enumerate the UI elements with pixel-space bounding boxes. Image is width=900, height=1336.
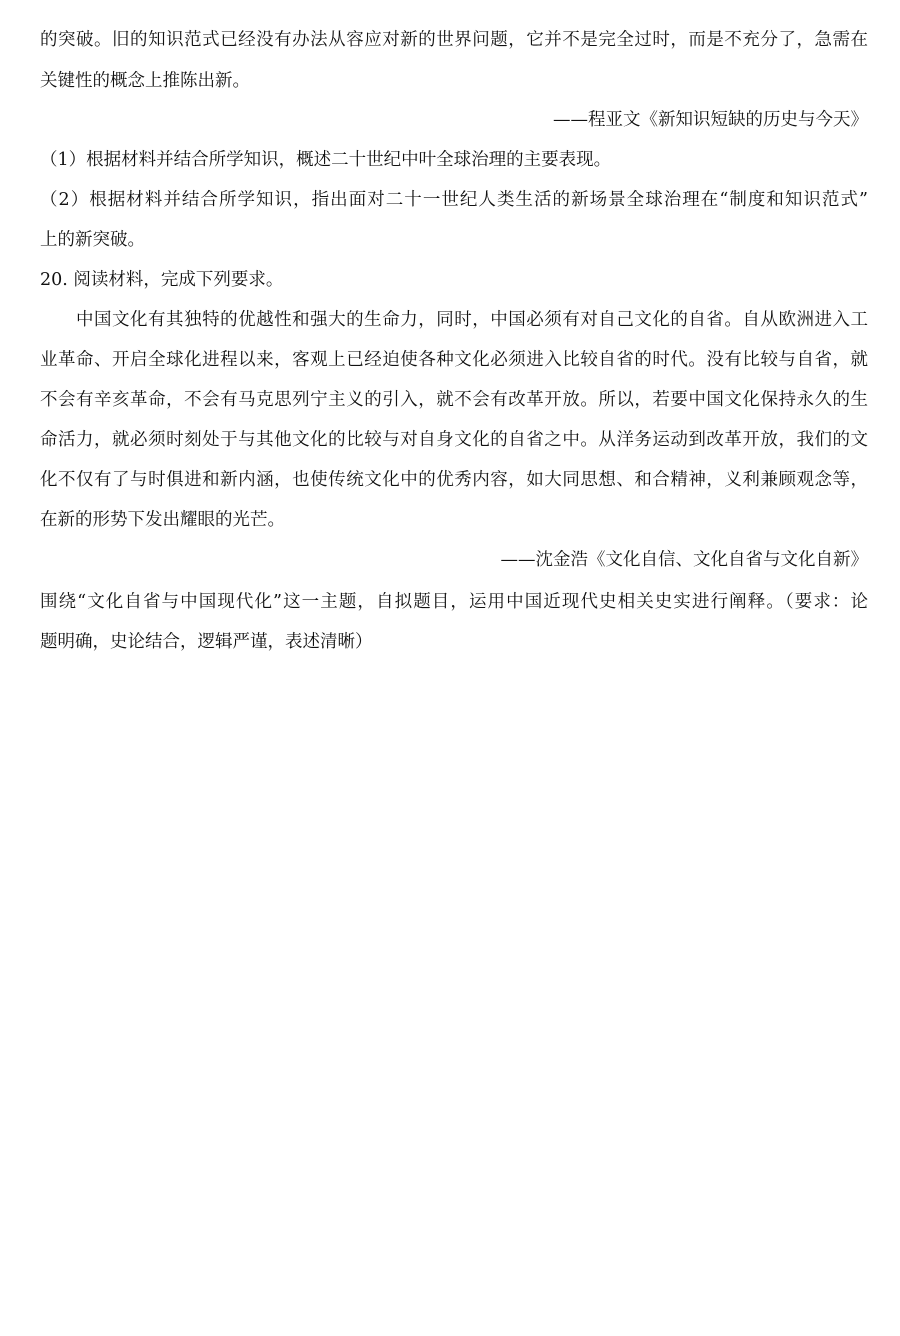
material-line: 关键性的概念上推陈出新。 [40, 71, 250, 91]
material-line: 命活力，就必须时刻处于与其他文化的比较与对自身文化的自省之中。从洋务运动到改革开放，我们的文 [40, 430, 868, 450]
material-line: 的突破。旧的知识范式已经没有办法从容应对新的世界问题，它并不是完全过时，而是不充分了，急需在 [40, 30, 868, 50]
question-20-task-cont: 题明确，史论结合，逻辑严谨，表述清晰） [40, 632, 373, 652]
material-line: 在新的形势下发出耀眼的光芒。 [40, 510, 285, 530]
material-line: 业革命、开启全球化进程以来，客观上已经迫使各种文化必须进入比较自省的时代。没有比较与自省，就 [40, 350, 868, 370]
question-20-task: 围绕“文化自省与中国现代化”这一主题，自拟题目，运用中国近现代史相关史实进行阐释。（要求：论 [40, 592, 868, 612]
material-line: 中国文化有其独特的优越性和强大的生命力，同时，中国必须有对自己文化的自省。自从欧洲进入工 [76, 310, 868, 330]
question-20-heading: 20. 阅读材料，完成下列要求。 [40, 270, 284, 290]
material-line: 化不仅有了与时俱进和新内涵，也使传统文化中的优秀内容，如大同思想、和合精神，义利兼顾观念等， [40, 470, 868, 490]
material-source: ——沈金浩《文化自信、文化自省与文化自新》 [500, 550, 868, 570]
material-source: ——程亚文《新知识短缺的历史与今天》 [553, 110, 868, 130]
question-19-2-cont: 上的新突破。 [40, 230, 145, 250]
question-19-1: （1）根据材料并结合所学知识，概述二十世纪中叶全球治理的主要表现。 [40, 150, 612, 170]
material-line: 不会有辛亥革命，不会有马克思列宁主义的引入，就不会有改革开放。所以，若要中国文化保持永久的生 [40, 390, 868, 410]
question-19-2: （2）根据材料并结合所学知识，指出面对二十一世纪人类生活的新场景全球治理在“制度和知识范式” [40, 190, 868, 210]
